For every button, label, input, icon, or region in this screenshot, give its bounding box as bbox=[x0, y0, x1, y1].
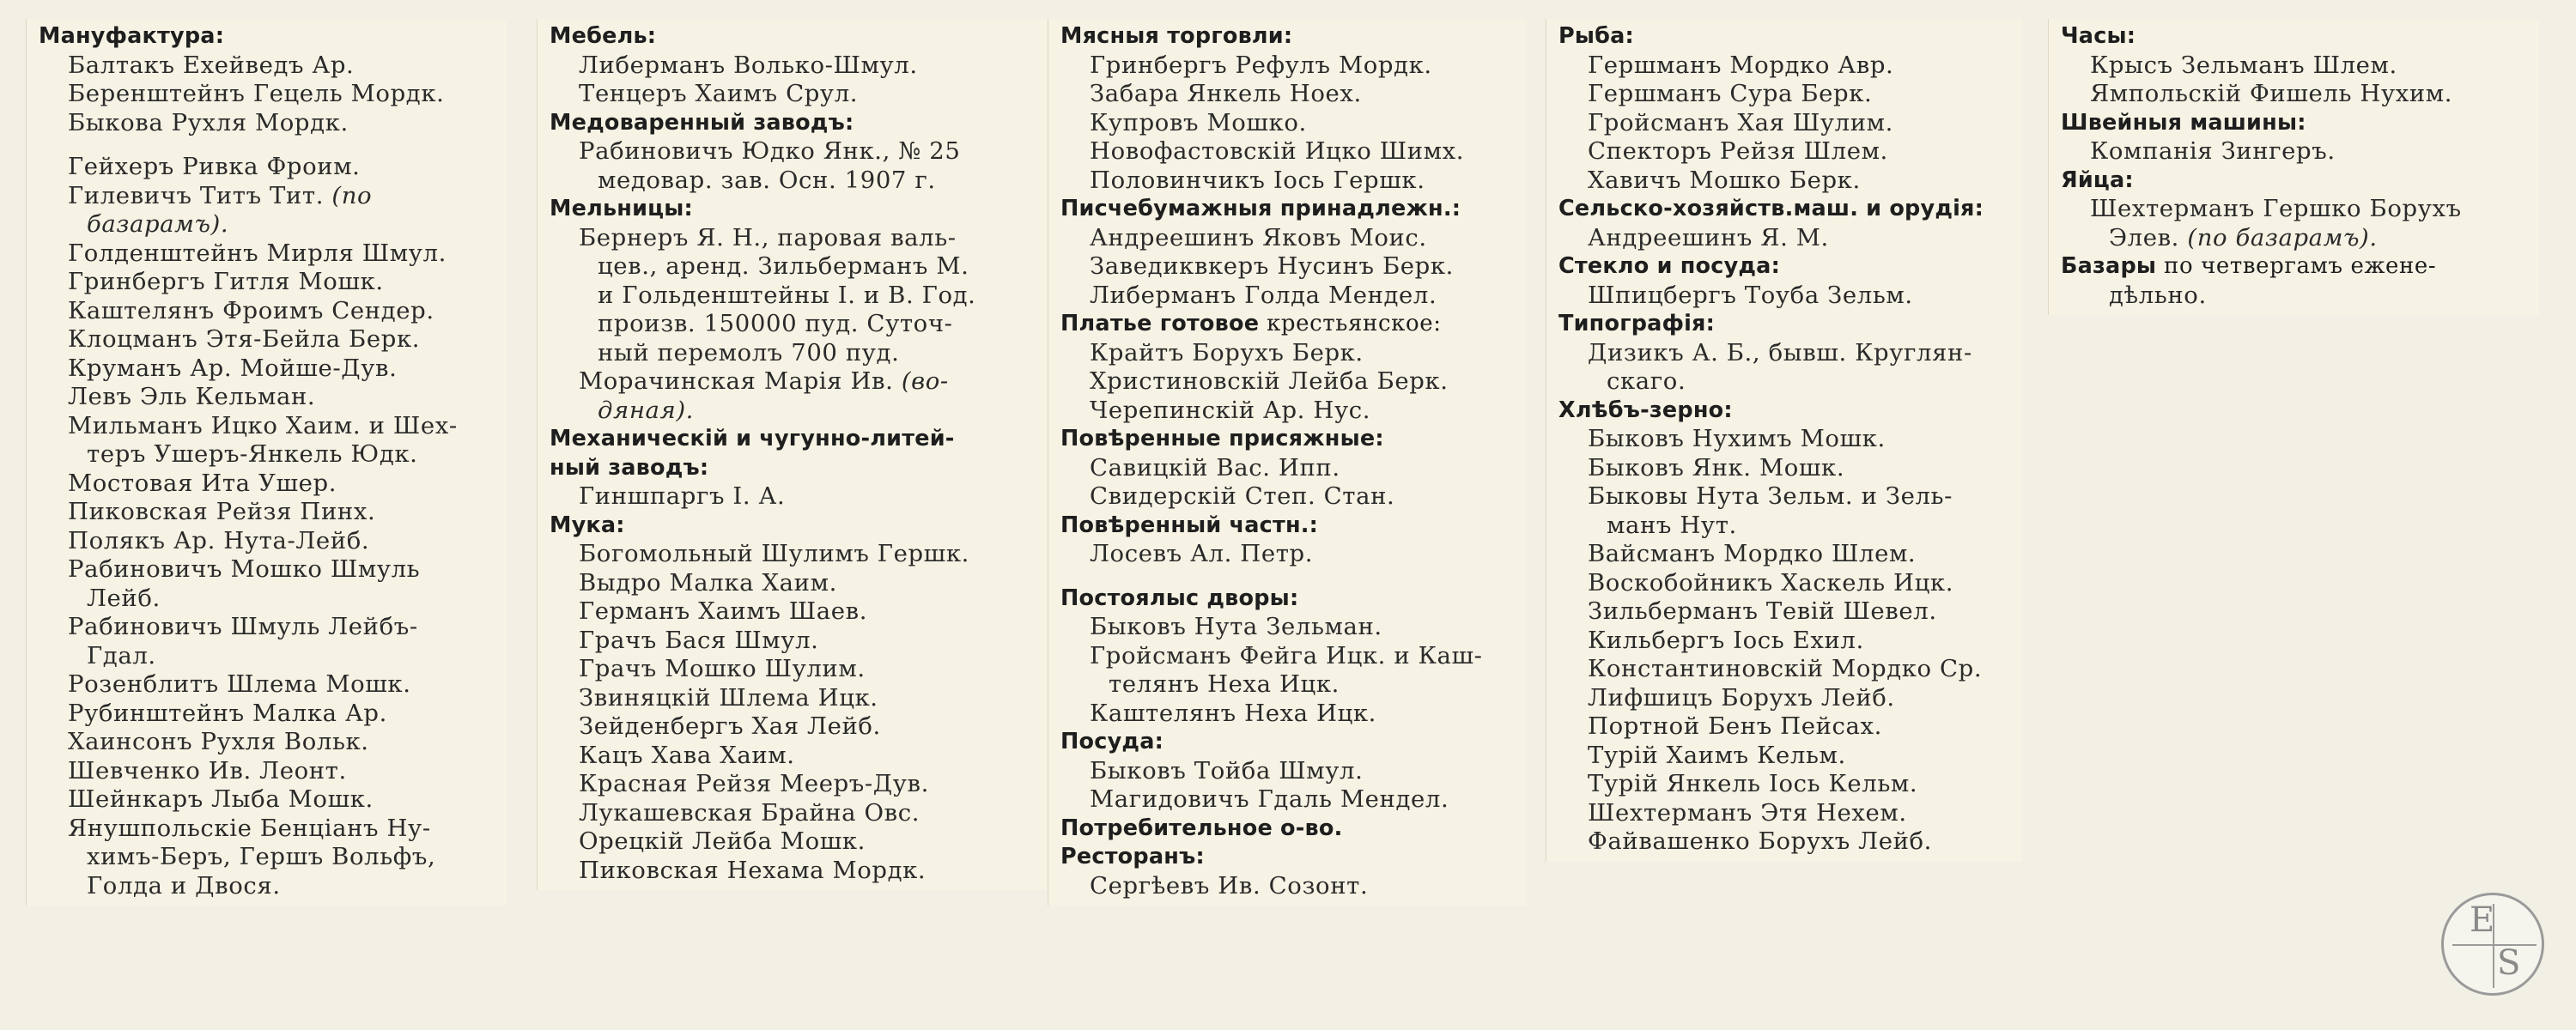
section-heading bbox=[1060, 195, 1516, 224]
listing-entry bbox=[550, 684, 1046, 713]
line-text: Компанія Зингеръ. bbox=[2090, 137, 2336, 165]
line-text: Пиковская Рейзя Пинх. bbox=[68, 498, 376, 525]
line-text: Кацъ Хава Хаим. bbox=[579, 741, 795, 769]
listing-entry bbox=[1060, 482, 1516, 512]
directory-column-2 bbox=[537, 19, 1056, 890]
section-heading bbox=[1558, 252, 2012, 282]
line-text: Янушпольскіе Бенціанъ Ну- bbox=[68, 814, 431, 842]
directory-column-5 bbox=[2048, 19, 2539, 315]
listing-entry bbox=[1558, 597, 2012, 627]
listing-entry bbox=[39, 182, 496, 211]
listing-entry bbox=[1060, 700, 1516, 729]
listing-entry bbox=[1558, 655, 2012, 684]
line-text: Кильбергъ Іось Ехил. bbox=[1588, 626, 1864, 654]
listing-entry bbox=[1558, 167, 2012, 196]
line-text: Дизикъ А. Б., бывш. Круглян- bbox=[1588, 338, 1972, 367]
listing-entry bbox=[1060, 109, 1516, 138]
listing-continuation bbox=[550, 252, 1046, 282]
line-text: Константиновскій Мордко Ср. bbox=[1588, 655, 1983, 682]
line-text: Повѣренный частн.: bbox=[1060, 512, 1319, 538]
line-text: Гершманъ Сура Берк. bbox=[1588, 80, 1873, 107]
line-text: Платье готовое bbox=[1060, 311, 1260, 336]
line-text: Христиновскій Лейба Берк. bbox=[1090, 367, 1449, 395]
line-text: Механическій и чугунно-литей- bbox=[550, 426, 955, 451]
line-text: Потребительное о-во. bbox=[1060, 815, 1343, 841]
listing-entry bbox=[550, 569, 1046, 598]
section-heading bbox=[550, 109, 1046, 138]
line-text: Лейб. bbox=[87, 584, 161, 612]
line-text: Свидерскій Степ. Стан. bbox=[1090, 482, 1395, 510]
line-text: Шейнкаръ Лыба Мошк. bbox=[68, 785, 374, 813]
stamp-letter-e: E bbox=[2470, 900, 2495, 940]
listing-continuation bbox=[39, 872, 496, 901]
line-text: Гейхеръ Ривка Фроим. bbox=[68, 153, 361, 180]
listing-continuation bbox=[1060, 670, 1516, 700]
listing-entry bbox=[1060, 80, 1516, 109]
line-text: Посуда: bbox=[1060, 729, 1163, 754]
directory-column-3 bbox=[1048, 19, 1527, 906]
section-heading bbox=[1060, 843, 1516, 872]
directory-column-4 bbox=[1546, 19, 2022, 862]
line-text: Гринбергъ Гитля Мошк. bbox=[68, 268, 384, 295]
listing-entry bbox=[550, 137, 1046, 167]
line-text: Клоцманъ Этя-Бейла Берк. bbox=[68, 325, 421, 353]
line-text: Зильберманъ Тевій Шевел. bbox=[1588, 597, 1937, 625]
line-text: Левъ Эль Кельман. bbox=[68, 383, 316, 410]
listing-entry bbox=[1558, 770, 2012, 799]
section-heading bbox=[1060, 585, 1516, 614]
section-heading bbox=[550, 195, 1046, 224]
listing-entry bbox=[1558, 799, 2012, 828]
line-text: Быковы Нута Зельм. и Зель- bbox=[1588, 482, 1953, 510]
line-text: Андреешинъ Я. М. bbox=[1588, 223, 1829, 251]
line-text: телянъ Неха Ицк. bbox=[1109, 670, 1340, 698]
line-text: Крысъ Зельманъ Шлем. bbox=[2090, 51, 2397, 79]
listing-entry bbox=[1060, 642, 1516, 671]
line-text: скаго. bbox=[1607, 367, 1686, 395]
line-text: ный заводъ: bbox=[550, 454, 709, 481]
line-text: Новофастовскій Ицко Шимх. bbox=[1090, 137, 1465, 165]
line-text: Круманъ Ар. Мойше-Дув. bbox=[68, 354, 398, 382]
listing-entry bbox=[1060, 282, 1516, 311]
listing-entry bbox=[1558, 109, 2012, 138]
heading-tail-text: крестьянское: bbox=[1259, 311, 1442, 336]
line-text: Заведиквкеръ Нусинъ Берк. bbox=[1090, 252, 1454, 280]
line-text: медовар. зав. Осн. 1907 г. bbox=[598, 166, 936, 194]
section-heading bbox=[550, 22, 1046, 52]
listing-entry bbox=[550, 52, 1046, 81]
line-text: Пиковская Нехама Мордк. bbox=[579, 856, 927, 884]
line-text: Морачинская Марія Ив. bbox=[579, 367, 894, 395]
listing-entry bbox=[550, 597, 1046, 627]
listing-entry bbox=[550, 712, 1046, 742]
line-text: Красная Рейзя Мееръ-Дув. bbox=[579, 770, 929, 797]
listing-entry bbox=[550, 655, 1046, 684]
listing-entry bbox=[1558, 540, 2012, 569]
line-text: Спекторъ Рейзя Шлем. bbox=[1588, 137, 1888, 165]
listing-entry bbox=[1558, 339, 2012, 368]
listing-entry bbox=[2061, 137, 2529, 167]
listing-entry bbox=[1060, 137, 1516, 167]
listing-entry bbox=[39, 815, 496, 844]
section-heading bbox=[39, 22, 496, 52]
listing-entry bbox=[39, 52, 496, 81]
listing-entry bbox=[1558, 52, 2012, 81]
line-text: Сергѣевъ Ив. Созонт. bbox=[1090, 871, 1369, 900]
listing-entry bbox=[39, 239, 496, 269]
line-text: Гершманъ Мордко Авр. bbox=[1588, 51, 1894, 79]
listing-entry bbox=[1060, 872, 1516, 901]
line-text: и Гольденштейны I. и В. Год. bbox=[598, 281, 976, 309]
line-text: Савицкій Вас. Ипп. bbox=[1090, 453, 1340, 482]
italic-note: (по базарамъ). bbox=[2187, 223, 2378, 251]
listing-continuation bbox=[2061, 282, 2529, 311]
line-text: Гдал. bbox=[87, 641, 156, 670]
line-text: Лифшицъ Борухъ Лейб. bbox=[1588, 683, 1895, 712]
listing-continuation bbox=[2061, 224, 2529, 253]
line-text: Тенцеръ Хаимъ Срул. bbox=[579, 80, 859, 107]
section-heading bbox=[1558, 22, 2012, 52]
stamp-letter-s: S bbox=[2497, 943, 2521, 983]
section-heading bbox=[1060, 815, 1516, 844]
listing-entry bbox=[550, 367, 1046, 397]
line-text: Гилевичъ Титъ Тит. bbox=[68, 181, 325, 209]
line-text: Мясныя торговли: bbox=[1060, 23, 1293, 49]
line-text: Купровъ Мошко. bbox=[1090, 108, 1307, 136]
listing-entry bbox=[550, 80, 1046, 109]
line-text: Рабиновичъ Мошко Шмуль bbox=[68, 555, 421, 583]
line-text: Файвашенко Борухъ Лейб. bbox=[1588, 827, 1933, 855]
line-text: Гиншпаргъ I. А. bbox=[579, 482, 786, 510]
listing-entry bbox=[39, 498, 496, 527]
line-text: Шевченко Ив. Леонт. bbox=[68, 756, 347, 785]
line-text: Мельницы: bbox=[550, 196, 693, 221]
italic-note: (по bbox=[331, 181, 373, 209]
line-text: Воскобойникъ Хаскель Ицк. bbox=[1588, 568, 1954, 597]
listing-entry bbox=[39, 383, 496, 412]
section-heading bbox=[2061, 109, 2529, 138]
listing-entry bbox=[1060, 339, 1516, 368]
line-text: Выдро Малка Хаим. bbox=[579, 568, 837, 597]
listing-entry bbox=[39, 109, 496, 138]
line-text: Швейныя машины: bbox=[2061, 109, 2306, 136]
listing-entry bbox=[1558, 684, 2012, 713]
line-text: Гройсманъ Фейга Ицк. и Каш- bbox=[1090, 641, 1483, 670]
listing-continuation bbox=[1558, 512, 2012, 541]
listing-entry bbox=[39, 555, 496, 585]
listing-entry bbox=[1060, 757, 1516, 786]
line-text: Орецкій Лейба Мошк. bbox=[579, 827, 866, 855]
line-text: Хаинсонъ Рухля Вольк. bbox=[68, 728, 369, 755]
line-text: Быковъ Нухимъ Мошк. bbox=[1588, 425, 1886, 452]
line-text: Быковъ Янк. Мошк. bbox=[1588, 453, 1845, 482]
line-text: Грачъ Бася Шмул. bbox=[579, 626, 819, 654]
line-text: Зейденбергъ Хая Лейб. bbox=[579, 712, 881, 740]
listing-entry bbox=[550, 742, 1046, 771]
line-text: Постоялыс дворы: bbox=[1060, 585, 1299, 611]
listing-continuation bbox=[550, 397, 1046, 426]
listing-entry bbox=[1558, 137, 2012, 167]
listing-entry bbox=[2061, 80, 2529, 109]
section-heading bbox=[2061, 167, 2529, 196]
listing-continuation bbox=[39, 843, 496, 872]
line-text: Каштелянъ Фроимъ Сендер. bbox=[68, 296, 434, 324]
line-text: Шехтерманъ Гершко Борухъ bbox=[2090, 195, 2462, 222]
line-text: Хлѣбъ-зерно: bbox=[1558, 397, 1733, 423]
directory-column-1 bbox=[26, 19, 507, 906]
listing-entry bbox=[39, 268, 496, 297]
line-text: Хавичъ Мошко Берк. bbox=[1588, 166, 1861, 194]
listing-entry bbox=[1558, 224, 2012, 253]
listing-continuation bbox=[550, 310, 1046, 339]
line-text: Балтакъ Ехейведъ Ар. bbox=[68, 51, 355, 79]
listing-entry bbox=[39, 80, 496, 109]
line-text: Рыба: bbox=[1558, 23, 1634, 49]
line-text: дѣльно. bbox=[2109, 281, 2207, 309]
listing-entry bbox=[39, 728, 496, 757]
listing-entry bbox=[1060, 785, 1516, 815]
line-text: Элев. bbox=[2109, 223, 2180, 251]
listing-entry bbox=[1558, 282, 2012, 311]
line-text: Голденштейнъ Мирля Шмул. bbox=[68, 239, 447, 267]
line-text: Каштелянъ Неха Ицк. bbox=[1090, 699, 1377, 727]
section-heading bbox=[550, 425, 1046, 454]
listing-entry bbox=[550, 482, 1046, 512]
line-text: Повѣренные присяжные: bbox=[1060, 426, 1384, 451]
listing-entry bbox=[1060, 613, 1516, 642]
listing-entry bbox=[550, 857, 1046, 886]
line-text: Крайтъ Борухъ Берк. bbox=[1090, 338, 1364, 367]
section-heading bbox=[1558, 195, 2012, 224]
listing-entry bbox=[39, 325, 496, 354]
section-heading bbox=[2061, 22, 2529, 52]
line-text: химъ-Беръ, Гершъ Вольфъ, bbox=[87, 843, 436, 870]
line-text: Портной Бенъ Пейсах. bbox=[1588, 712, 1882, 740]
line-text: Рабиновичъ Юдко Янк., № 25 bbox=[579, 137, 961, 165]
line-text: Сельско-хозяйств.маш. и орудія: bbox=[1558, 196, 1984, 221]
italic-note: базарамъ). bbox=[87, 210, 229, 238]
line-text: манъ Нут. bbox=[1607, 511, 1737, 539]
line-text: Германъ Хаимъ Шаев. bbox=[579, 597, 868, 625]
section-gap bbox=[39, 137, 496, 153]
line-text: Лосевъ Ал. Петр. bbox=[1090, 540, 1314, 567]
line-text: Базары bbox=[2061, 253, 2157, 279]
line-text: Шпицбергъ Тоуба Зельм. bbox=[1588, 281, 1913, 309]
section-gap bbox=[1060, 569, 1516, 585]
line-text: Беренштейнъ Гецель Мордк. bbox=[68, 80, 445, 107]
line-text: Ямпольскій Фишель Нухим. bbox=[2090, 80, 2453, 107]
line-text: Вайсманъ Мордко Шлем. bbox=[1588, 540, 1917, 567]
line-text: Мостовая Ита Ушер. bbox=[68, 469, 337, 497]
line-text: Голда и Двося. bbox=[87, 871, 281, 900]
line-text: Мебель: bbox=[550, 23, 657, 49]
listing-entry bbox=[39, 412, 496, 441]
listing-entry bbox=[1060, 167, 1516, 196]
section-heading bbox=[1558, 310, 2012, 339]
line-text: Турій Янкель Іось Кельм. bbox=[1588, 770, 1918, 797]
listing-continuation bbox=[39, 440, 496, 470]
listing-entry bbox=[39, 700, 496, 729]
listing-entry bbox=[39, 613, 496, 642]
listing-continuation bbox=[550, 167, 1046, 196]
line-text: Быковъ Тойба Шмул. bbox=[1090, 756, 1364, 785]
line-text: Стекло и посуда: bbox=[1558, 253, 1780, 279]
listing-continuation bbox=[39, 642, 496, 671]
listing-continuation bbox=[550, 282, 1046, 311]
listing-continuation bbox=[1558, 367, 2012, 397]
listing-entry bbox=[39, 297, 496, 326]
listing-entry bbox=[1558, 827, 2012, 857]
listing-entry bbox=[550, 224, 1046, 253]
line-text: Часы: bbox=[2061, 23, 2136, 49]
listing-entry bbox=[1060, 397, 1516, 426]
listing-entry bbox=[2061, 52, 2529, 81]
line-text: Лукашевская Брайна Овс. bbox=[579, 798, 920, 827]
listing-entry bbox=[1558, 425, 2012, 454]
line-text: Половинчикъ Іось Гершк. bbox=[1090, 166, 1425, 194]
line-text: Гройсманъ Хая Шулим. bbox=[1588, 108, 1894, 136]
line-text: Либерманъ Волько-Шмул. bbox=[579, 51, 918, 79]
heading-tail-text: по четвергамъ ежене- bbox=[2156, 253, 2437, 279]
section-heading bbox=[2061, 252, 2529, 282]
listing-continuation bbox=[550, 339, 1046, 368]
listing-entry bbox=[1558, 627, 2012, 656]
listing-entry bbox=[39, 785, 496, 815]
line-text: Грачъ Мошко Шулим. bbox=[579, 655, 866, 682]
listing-entry bbox=[1060, 52, 1516, 81]
line-text: произв. 150000 пуд. Суточ- bbox=[598, 310, 953, 337]
line-text: Полякъ Ар. Нута-Лейб. bbox=[68, 526, 370, 554]
section-heading bbox=[550, 454, 1046, 483]
listing-entry bbox=[550, 770, 1046, 799]
listing-entry bbox=[1060, 367, 1516, 397]
listing-entry bbox=[1558, 80, 2012, 109]
watermark-stamp bbox=[2441, 893, 2544, 996]
listing-entry bbox=[550, 799, 1046, 828]
line-text: Рубинштейнъ Малка Ар. bbox=[68, 699, 387, 727]
line-text: Розенблитъ Шлема Мошк. bbox=[68, 670, 411, 698]
line-text: Магидовичъ Гдаль Мендел. bbox=[1090, 785, 1449, 813]
listing-entry bbox=[1060, 454, 1516, 483]
line-text: Мука: bbox=[550, 512, 625, 538]
listing-continuation bbox=[39, 585, 496, 614]
listing-continuation bbox=[39, 210, 496, 239]
section-heading bbox=[1558, 397, 2012, 426]
listing-entry bbox=[550, 627, 1046, 656]
line-text: Забара Янкель Ноех. bbox=[1090, 80, 1362, 107]
listing-entry bbox=[1558, 712, 2012, 742]
listing-entry bbox=[39, 153, 496, 182]
line-text: цев., аренд. Зильберманъ М. bbox=[598, 252, 969, 280]
line-text: Гринбергъ Рефулъ Мордк. bbox=[1090, 51, 1432, 79]
listing-entry bbox=[39, 470, 496, 499]
line-text: Звиняцкій Шлема Ицк. bbox=[579, 683, 878, 712]
listing-entry bbox=[39, 670, 496, 700]
listing-entry bbox=[39, 354, 496, 384]
listing-entry bbox=[1558, 569, 2012, 598]
line-text: Турій Хаимъ Кельм. bbox=[1588, 741, 1846, 769]
section-heading bbox=[1060, 512, 1516, 541]
italic-note: (во- bbox=[901, 367, 949, 395]
line-text: Типографія: bbox=[1558, 311, 1715, 336]
listing-entry bbox=[1558, 482, 2012, 512]
listing-entry bbox=[1558, 454, 2012, 483]
line-text: Быкова Рухля Мордк. bbox=[68, 108, 349, 136]
line-text: Быковъ Нута Зельман. bbox=[1090, 613, 1382, 640]
line-text: Яйца: bbox=[2061, 167, 2134, 193]
line-text: ный перемолъ 700 пуд. bbox=[598, 338, 900, 367]
line-text: Ресторанъ: bbox=[1060, 844, 1205, 869]
line-text: Мильманъ Ицко Хаим. и Шех- bbox=[68, 411, 458, 439]
line-text: Мануфактура: bbox=[39, 23, 225, 49]
listing-entry bbox=[1060, 224, 1516, 253]
line-text: Черепинскій Ар. Нус. bbox=[1090, 396, 1371, 424]
section-heading bbox=[550, 512, 1046, 541]
listing-entry bbox=[550, 827, 1046, 857]
listing-entry bbox=[550, 540, 1046, 569]
italic-note: дяная). bbox=[598, 396, 695, 424]
line-text: Шехтерманъ Этя Нехем. bbox=[1588, 798, 1907, 827]
listing-entry bbox=[39, 527, 496, 556]
listing-entry bbox=[1558, 742, 2012, 771]
line-text: Богомольный Шулимъ Гершк. bbox=[579, 540, 969, 567]
line-text: Либерманъ Голда Мендел. bbox=[1090, 281, 1437, 309]
listing-entry bbox=[1060, 252, 1516, 282]
line-text: Бернеръ Я. Н., паровая валь- bbox=[579, 223, 957, 251]
line-text: Рабиновичъ Шмуль Лейбъ- bbox=[68, 613, 418, 640]
line-text: Андреешинъ Яковъ Моис. bbox=[1090, 223, 1427, 251]
section-heading bbox=[1060, 425, 1516, 454]
section-heading bbox=[1060, 728, 1516, 757]
line-text: Писчебумажныя принадлежн.: bbox=[1060, 196, 1461, 221]
listing-entry bbox=[39, 757, 496, 786]
section-heading bbox=[1060, 22, 1516, 52]
line-text: теръ Ушеръ-Янкель Юдк. bbox=[87, 440, 418, 468]
listing-entry bbox=[1060, 540, 1516, 569]
listing-entry bbox=[2061, 195, 2529, 224]
section-heading bbox=[1060, 310, 1516, 339]
line-text: Медоваренный заводъ: bbox=[550, 109, 854, 136]
